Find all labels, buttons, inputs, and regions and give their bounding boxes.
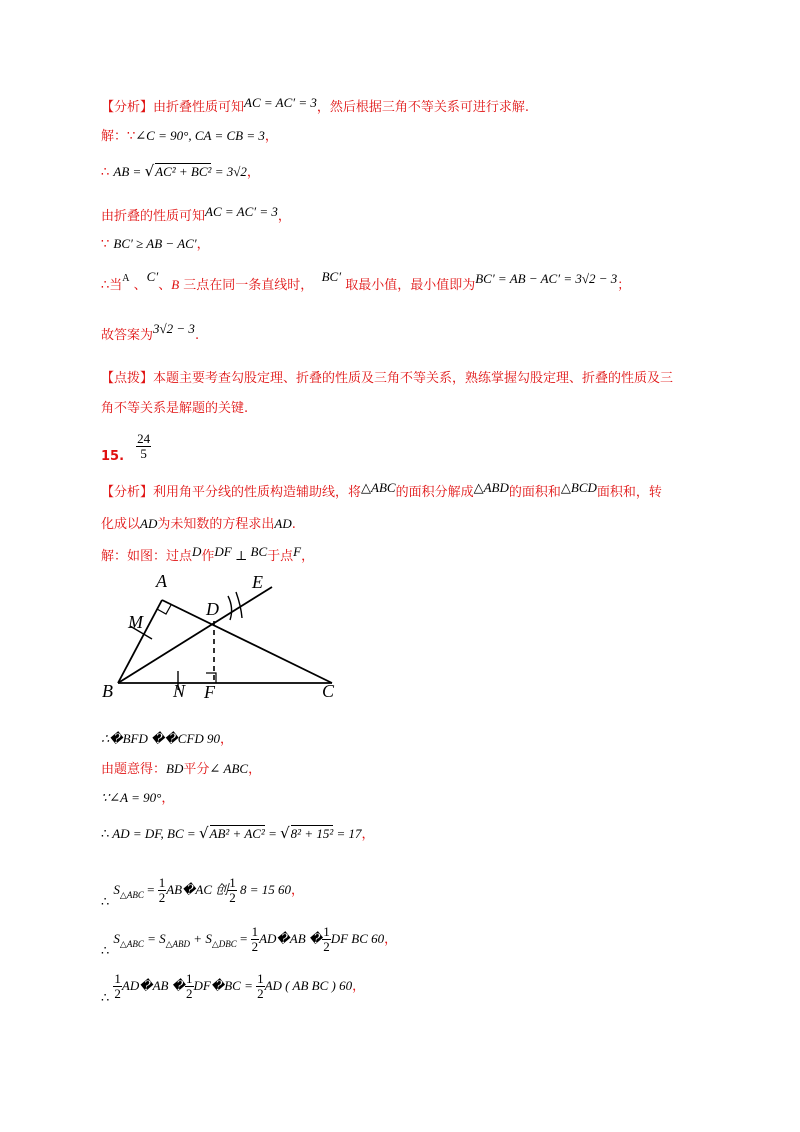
math-expression: BC [250,544,268,559]
sqrt-symbol: √ [280,824,290,842]
analysis-text: 由折叠性质可知 [153,100,245,115]
fraction-numerator: 1 [229,875,236,890]
comment-line-1 [101,371,673,387]
fraction-denominator: 2 [186,986,193,1001]
solution-line-5 [101,269,631,295]
analysis-text: 利用角平分线的性质构造辅助线，将 [153,485,362,500]
equation-line-2 [101,761,261,778]
solution-text: 故答案为 [101,328,154,343]
solution-text: ∴当 [101,278,123,293]
analysis-text: 化成以 [101,517,141,532]
punctuation: ， [277,209,291,224]
question-15 [101,432,151,466]
therefore-symbol: ∴ [101,826,110,841]
fraction-numerator: 1 [114,971,121,986]
fraction [251,925,260,954]
solution-line-4 [101,236,210,253]
fraction-numerator: 1 [251,924,259,939]
solution-text: 于点 [267,549,294,564]
comment-text: 本题主要考查勾股定理、折叠的性质及三角不等关系，熟练掌握勾股定理、折叠的性质及三 [153,371,674,386]
math-expression: ∵∠A = 90° [101,790,162,805]
comment-label: 【点拨】 [101,371,154,386]
fraction-denominator: 5 [140,446,147,461]
punctuation: ， [301,549,315,564]
fraction [228,876,237,905]
math-expression: BC′ [321,269,342,284]
equation-line-7 [101,972,365,1006]
punctuation: ， [384,932,398,947]
punctuation: ， [361,827,375,842]
therefore-symbol: ∴ [101,943,110,958]
analysis-label: 【分析】 [101,485,154,500]
fraction [113,972,122,1001]
analysis-label: 【分析】 [101,100,154,115]
punctuation: . [194,328,200,343]
solution-text: 平分 [183,762,210,777]
perpendicular-symbol: ⊥ [231,548,251,563]
solution-line-1 [101,128,278,145]
analysis2-line-2 [101,516,296,533]
fraction-denominator: 2 [257,986,264,1001]
analysis2-line-1 [101,480,662,501]
fraction [158,876,167,905]
math-expression: + S [190,931,212,946]
because-symbol: ∵ [101,237,110,252]
label-e: E [252,572,263,592]
geometry-figure [100,570,360,705]
math-expression: = 17 [333,826,362,841]
math-expression: AD = DF, BC = [109,826,199,841]
punctuation: ； [617,278,631,293]
label-d: D [206,599,219,619]
math-expression: DF [214,544,232,559]
solution-text: 取最小值，最小值即为 [345,278,476,293]
math-expression: S [113,931,120,946]
therefore-symbol: ∴ [101,894,110,909]
fraction-numerator: 1 [257,971,264,986]
math-expression: △BCD [560,480,597,495]
math-expression: △ABC [361,480,396,495]
arc-mark-d1 [228,596,232,620]
point-label: C′ [146,269,159,284]
math-expression: = [264,826,281,841]
math-subscript: △ABD [165,939,191,949]
solution-line-6 [101,321,200,344]
punctuation: ， [161,791,175,806]
math-expression: AD [274,516,292,531]
math-radicand: 8² + 15² [290,826,334,841]
math-expression: BD [166,761,184,776]
solution-text: 由题意得： [101,762,167,777]
solution-line-3 [101,204,291,225]
math-subscript: △DBC [211,939,237,949]
math-expression: AD ( AB BC ) 60 [264,978,353,993]
math-expression: ∠ ABC [209,761,249,776]
label-f: F [204,682,215,702]
equation-line-1 [101,731,233,748]
punctuation: . [291,517,296,532]
fraction-denominator: 2 [323,939,330,954]
analysis-text: 的面积分解成 [395,485,474,500]
analysis-text: ，然后根据三角不等关系可进行求解. [316,100,530,115]
question-number: 15. [101,449,125,464]
separator: 、 [133,278,147,293]
fraction-denominator: 2 [229,890,236,905]
label-m: M [128,612,143,632]
answer-fraction [136,432,151,461]
math-expression: AD�AB � [259,931,323,946]
arc-mark-d2 [236,592,242,618]
solution-text: 三点在同一条直线时， [183,278,314,293]
punctuation: ， [246,165,260,180]
solution-text: 解：如图：过点 [101,549,193,564]
fraction-numerator: 1 [323,924,330,939]
math-radicand: AB² + AC² [209,826,265,841]
analysis-line-1 [101,95,530,116]
comment-text: 角不等关系是解题的关键. [101,401,249,416]
comment-line-2 [101,401,248,417]
math-subscript: △ABC [119,939,144,949]
math-expression: 8 = 15 60 [236,882,292,897]
math-expression: △ABD [473,480,509,495]
sqrt-symbol: √ [198,824,209,842]
punctuation: ， [264,129,278,144]
solution-text: 作 [201,549,215,564]
math-expression: BC′ ≥ AB − AC′ [113,236,197,251]
equation-line-6 [101,925,397,959]
math-expression: AC = AC′ = 3 [244,95,317,110]
math-expression: AB�AC 创 [166,882,229,897]
analysis-text: 面积和，转 [596,485,662,500]
fraction-numerator: 24 [137,431,151,446]
separator: 、 [158,278,172,293]
fraction-denominator: 2 [251,939,259,954]
solution2-line-1 [101,544,315,565]
math-expression: = S [143,931,166,946]
point-label: A [122,273,130,284]
math-subscript: △ABC [119,890,144,900]
fraction [185,972,194,1001]
math-expression: DF�BC = [193,978,257,993]
solution-line-2 [101,163,260,181]
analysis-text: 的面积和 [508,485,561,500]
math-expression: = 3√2 [211,164,247,179]
analysis-text: 为未知数的方程求出 [157,517,275,532]
math-radicand: AC² + BC² [155,164,212,179]
label-n: N [173,681,186,701]
math-expression: AD�AB � [121,978,186,993]
label-c: C [322,681,335,701]
punctuation: ， [220,732,234,747]
math-expression: AB = [113,164,145,179]
label-b: B [102,681,113,701]
point-label: D [192,544,202,559]
math-expression: DF BC 60 [330,931,385,946]
fraction [322,925,331,954]
math-expression: S [113,882,120,897]
fraction-numerator: 1 [186,971,193,986]
label-a: A [156,571,167,591]
math-expression: ∠C = 90°, CA = CB = 3 [135,128,265,143]
fraction [256,972,265,1001]
point-label: F [293,544,302,559]
punctuation: ， [352,979,366,994]
math-expression: BC′ = AB − AC′ = 3√2 − 3 [475,271,618,286]
equation-line-4 [101,825,375,843]
math-expression: = [143,882,158,897]
therefore-symbol: ∴ [101,990,110,1005]
punctuation: ， [248,762,262,777]
therefore-symbol: ∴ [101,165,110,180]
segment-ac [162,600,332,683]
solution-label: 解：∵ [101,129,136,144]
math-expression: = [236,931,251,946]
equation-line-3 [101,790,174,807]
equation-line-5 [101,876,304,910]
fraction-denominator: 2 [158,890,166,905]
math-expression: AC = AC′ = 3 [205,204,278,219]
math-expression: 3√2 − 3 [153,321,195,336]
bisector-be [118,587,272,683]
math-expression: AD [140,516,158,531]
math-expression: ∴�BFD ��CFD 90 [101,731,221,746]
fraction-denominator: 2 [114,986,121,1001]
fraction-numerator: 1 [158,875,166,890]
point-label: B [171,277,180,292]
punctuation: ， [196,237,210,252]
solution-text: 由折叠的性质可知 [101,209,206,224]
punctuation: ， [291,883,305,898]
sqrt-symbol: √ [144,162,155,180]
